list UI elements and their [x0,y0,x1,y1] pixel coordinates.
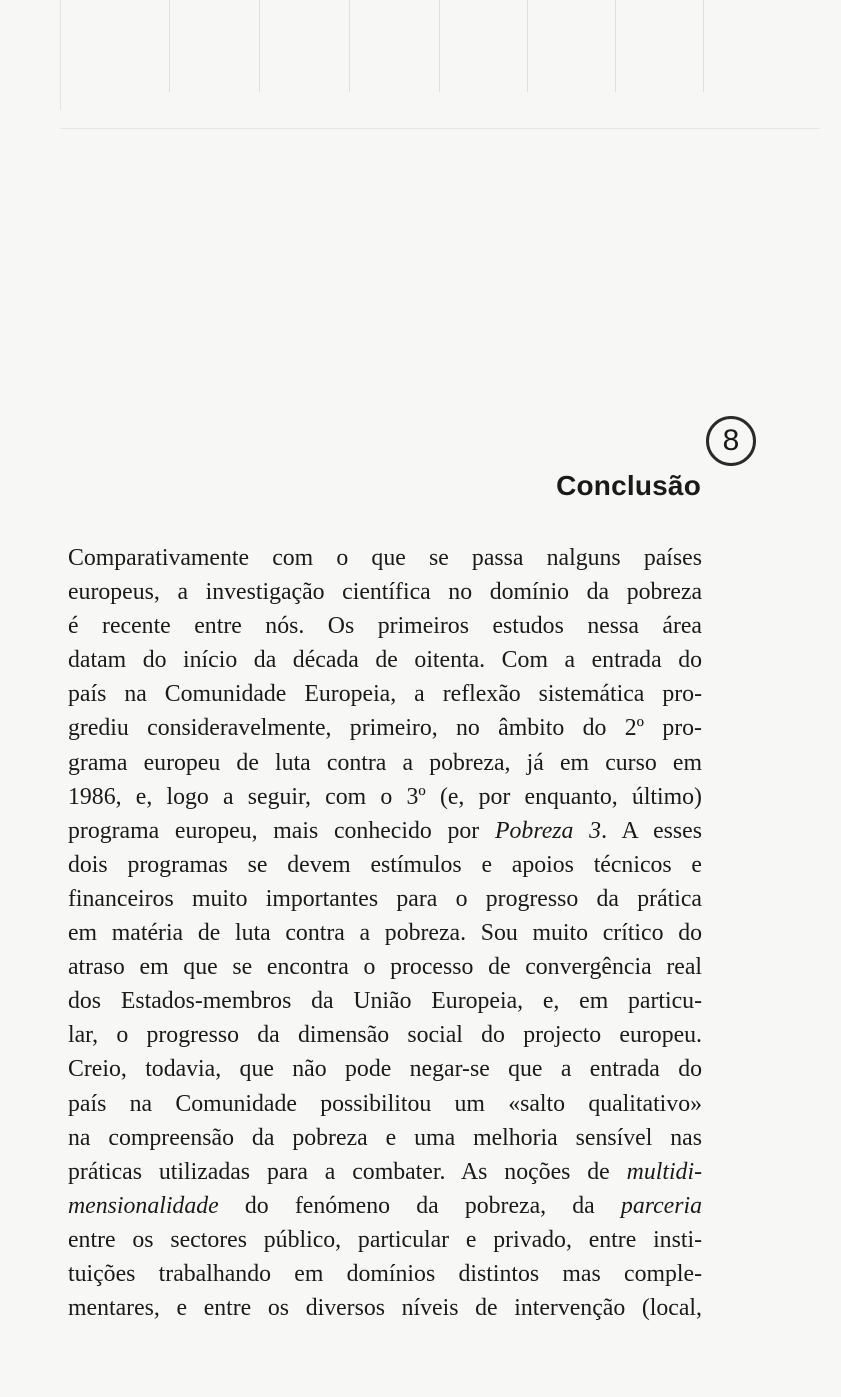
text-line: mentares, e entre os diversos níveis de intervenção (local, [68,1295,702,1322]
text-line: país na Comunidade possibilitou um «salto qualitativo» [68,1090,702,1117]
text-segment: práticas utilizadas para a combater. As noções de [68,1158,627,1185]
text-line [68,1155,702,1189]
text-line: entre os sectores público, particular e privado, entre insti- [68,1226,702,1253]
chapter-number-badge [706,416,756,466]
text-line: 1986, e, logo a seguir, com o 3º (e, por enquanto, último) [68,783,702,810]
text-segment: do fenómeno da pobreza, da [218,1192,621,1219]
text-line: dois programas se devem estímulos e apoios técnicos e [68,851,702,878]
text-line: atraso em que se encontra o processo de convergência real [68,954,702,981]
text-line: em matéria de luta contra a pobreza. Sou muito crítico do [68,920,702,947]
text-line: financeiros muito importantes para o progresso da prática [68,885,702,912]
text-line: grama europeu de luta contra a pobreza, já em curso em [68,749,702,776]
text-line: país na Comunidade Europeia, a reflexão sistemática pro- [68,681,702,708]
body-paragraph [68,541,702,1325]
text-line [68,1189,702,1223]
italic-segment: Pobreza 3 [494,817,602,844]
text-segment: programa europeu, mais conhecido por [68,817,495,844]
text-line: datam do início da década de oitenta. Com a entrada do [68,647,702,674]
chapter-title: Conclusão [556,470,701,501]
text-line: dos Estados-membros da União Europeia, e, em particu- [68,988,702,1015]
italic-segment: parceria [620,1192,702,1219]
italic-segment: mensionalidade [68,1192,219,1219]
italic-segment: multidi- [626,1158,702,1185]
text-line: grediu consideravelmente, primeiro, no âmbito do 2º pro- [68,715,702,742]
text-line: é recente entre nós. Os primeiros estudos nessa área [68,613,702,640]
text-line [68,814,702,848]
bleed-through-table [60,0,711,110]
text-line: lar, o progresso da dimensão social do projecto europeu. [68,1022,702,1049]
bleed-through-rule [60,128,820,129]
text-line: Creio, todavia, que não pode negar-se que a entrada do [68,1056,702,1083]
text-line: Comparativamente com o que se passa nalguns países [68,545,702,571]
text-segment: . A esses [601,817,702,844]
chapter-number: 8 [722,424,740,457]
text-line: tuições trabalhando em domínios distintos mas comple- [68,1260,702,1287]
text-line: na compreensão da pobreza e uma melhoria sensível nas [68,1124,702,1151]
text-line: europeus, a investigação científica no domínio da pobreza [68,579,702,606]
